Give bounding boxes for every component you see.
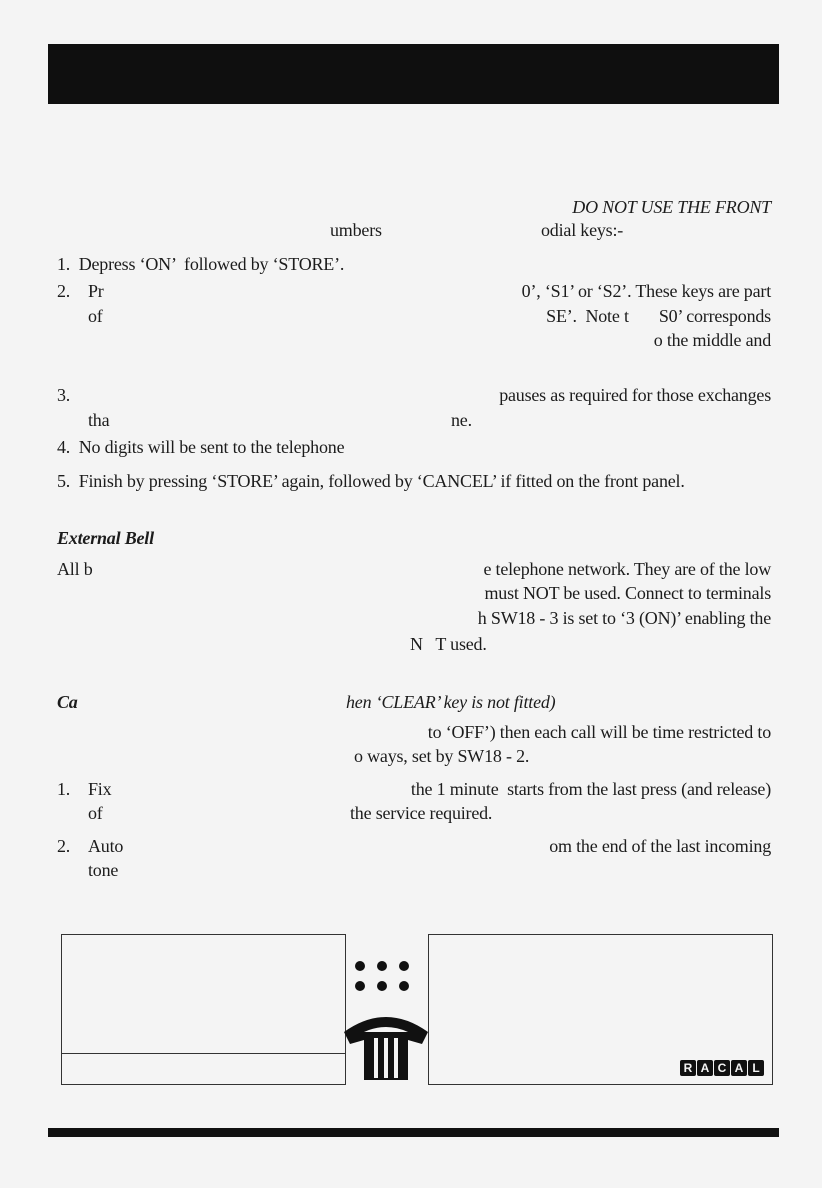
item-2-number: 2.	[57, 836, 71, 856]
text-fragment: All b	[57, 559, 93, 579]
text-fragment: hen ‘CLEAR’ key is not fitted)	[346, 692, 556, 712]
text-fragment: odial keys:-	[541, 220, 624, 240]
warning-text: DO NOT USE THE FRONT	[572, 197, 771, 217]
step-2-number: 2.	[57, 281, 71, 301]
text-fragment: to ‘OFF’) then each call will be time restricted to	[427, 722, 771, 742]
text-fragment: o the middle and	[653, 330, 771, 350]
text-fragment: o ways, set by SW18 - 2.	[354, 746, 530, 766]
text-fragment: h SW18 - 3 is set to ‘3 (ON)’ enabling the	[477, 608, 771, 628]
racal-logo-letter: L	[748, 1060, 764, 1076]
text-fragment: tha	[88, 410, 110, 430]
text-fragment: Fix	[88, 779, 112, 799]
item-1-number: 1.	[57, 779, 71, 799]
step-3-number: 3.	[57, 385, 71, 405]
step-1: 1. Depress ‘ON’ followed by ‘STORE’.	[57, 254, 345, 274]
step-5: 5. Finish by pressing ‘STORE’ again, followed by ‘CANCEL’ if fitted on the front panel.	[57, 471, 685, 491]
left-panel-box	[61, 934, 346, 1085]
text-fragment: om the end of the last incoming	[549, 836, 771, 856]
text-fragment: pauses as required for those exchanges	[499, 385, 771, 405]
text-fragment: the service required.	[350, 803, 493, 823]
text-fragment: N T used.	[410, 634, 487, 654]
section-heading: Ca	[57, 692, 78, 712]
divider	[62, 1053, 345, 1054]
racal-logo	[680, 1060, 764, 1076]
footer-bar	[48, 1128, 779, 1137]
text-fragment: SE’. Note t S0’ corresponds	[546, 306, 771, 326]
text-fragment: the 1 minute starts from the last press (and release)	[410, 779, 771, 799]
text-fragment: of	[88, 803, 103, 823]
header-bar	[48, 44, 779, 104]
racal-logo-letter: C	[714, 1060, 730, 1076]
text-fragment: umbers	[330, 220, 382, 240]
text-fragment: 0’, ‘S1’ or ‘S2’. These keys are part	[521, 281, 771, 301]
text-fragment: of	[88, 306, 103, 326]
text-fragment: ne.	[451, 410, 472, 430]
text-fragment: must NOT be used. Connect to terminals	[484, 583, 771, 603]
racal-logo-letter: R	[680, 1060, 696, 1076]
racal-logo-letter: A	[731, 1060, 747, 1076]
text-fragment: Pr	[88, 281, 104, 301]
step-4: 4. No digits will be sent to the telephone	[57, 437, 345, 457]
section-heading: External Bell	[57, 528, 154, 548]
text-fragment: Auto	[88, 836, 124, 856]
text-fragment: e telephone network. They are of the low	[483, 559, 771, 579]
bt-logo-icon	[338, 952, 434, 1082]
right-panel-box	[428, 934, 773, 1085]
text-fragment: tone	[88, 860, 119, 880]
racal-logo-letter: A	[697, 1060, 713, 1076]
